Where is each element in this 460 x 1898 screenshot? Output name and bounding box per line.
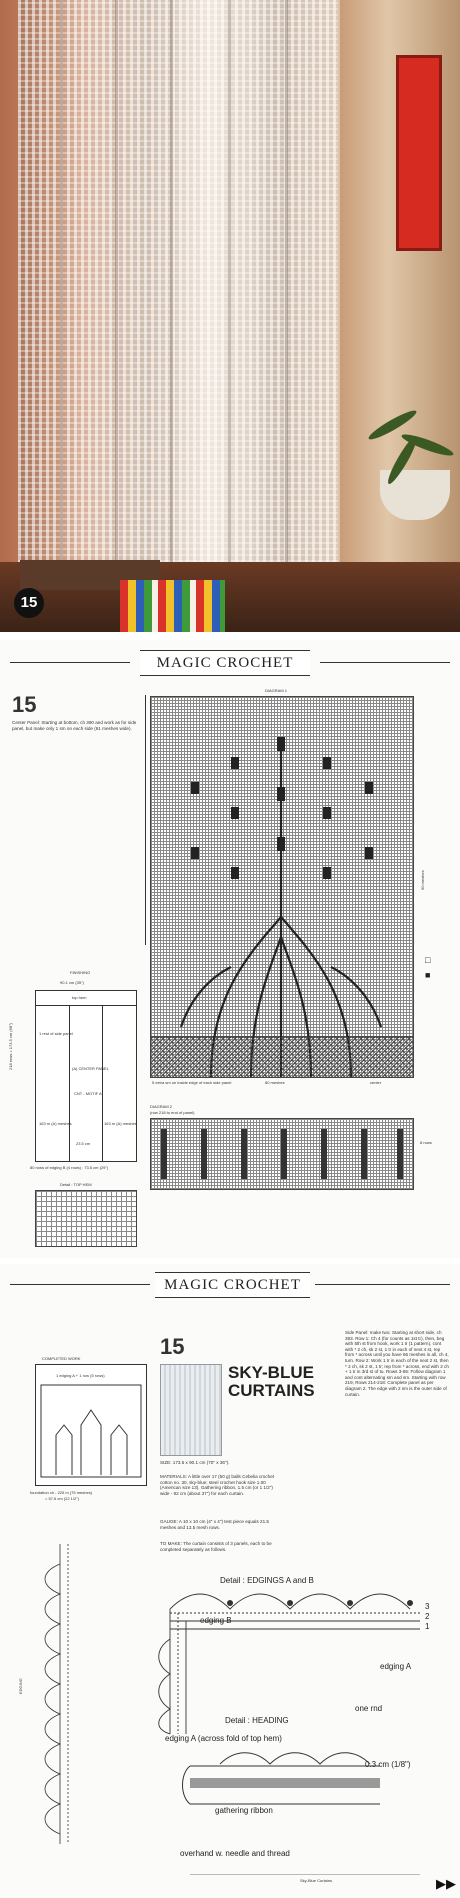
side-panel-text: Side Panel: make two: Starting at short side, ch 393. Row 1: Ch 4 (for counts as 1st tr), then, beg with 5th st from hook, work 1 tr (1 pattern), cont with * 2 ch, sk 2 st, 1 tr in each of next 4 st, rep from * across until you have 66 meshes in all, ch 4, turn. Row 2: Work 1 tr in each of the next 2 st, then * 2 ch, sk 2 st, 1 tr; rep from * across, end with 2 ch + 1 tr in 3rd st of tu. Rows 3-66: Follow diagram 1 and cont alternating sm and sm. Starting with row 219, Rows 214-218: Complete panel as per diagram 2. The edge with 2 sm is the outer side of curtain. [345, 1330, 449, 1397]
header-rule [10, 662, 130, 663]
foundation-note: foundation ch - 225 m (75 meshes) [30, 1490, 93, 1495]
edging-b-label: edging B [200, 1616, 232, 1625]
start-note: 5 extra sm on inside edge of each side panel [152, 1080, 232, 1085]
heading-diagram [180, 1744, 430, 1834]
panel-divider [69, 1005, 70, 1161]
curtain-thumbnail [160, 1364, 222, 1456]
row-marker: 2 [425, 1612, 430, 1621]
foundation-note-2: = 57.6 cm (22 1/2") [45, 1496, 79, 1501]
detail-top-hem: Detail : TOP HEM [60, 1182, 92, 1187]
completed-work-label: COMPLETED WORK [42, 1356, 81, 1361]
edging-note: 80 rows of edging B (4 rows) : 73.5 cm (29") [30, 1165, 109, 1170]
pattern-number-badge: 15 [14, 588, 44, 618]
curtain-fold [60, 0, 63, 585]
panel-cm: 23.5 cm [76, 1141, 91, 1146]
curtain-fold [228, 0, 231, 585]
title-line-2: CURTAINS [228, 1381, 315, 1400]
top-hem-chart [35, 1190, 137, 1247]
rows-note: 8 rows [420, 1140, 432, 1145]
legend-filled-mesh: ■ [425, 970, 431, 980]
completed-work-diagram [35, 1364, 147, 1486]
gathering-ribbon-label: gathering ribbon [215, 1806, 273, 1815]
row-marker: 1 [425, 1622, 430, 1631]
footer-title: Sky-Blue Curtains [300, 1878, 333, 1883]
legend-open-mesh: □ [425, 955, 431, 965]
row-marker: 3 [425, 1602, 430, 1611]
column-rule [145, 695, 146, 945]
curtain-fold [115, 0, 118, 585]
size-bottom: 80 meshes [265, 1080, 285, 1085]
curtain-photo [0, 0, 460, 632]
size-left: 218 rows = 173.5 cm (68") [8, 1023, 13, 1070]
detail-heading-label: Detail : HEADING [225, 1716, 289, 1725]
pattern-number: 15 [12, 692, 37, 717]
lace-curtain [18, 0, 338, 580]
curtain-fold [285, 0, 288, 585]
footer-rule [190, 1874, 420, 1875]
completed-work-motif [36, 1365, 146, 1485]
striped-rug [120, 580, 225, 632]
diagram1-chart [150, 696, 414, 1078]
size-right: 90 meshes [420, 870, 425, 890]
curtain-fold [170, 0, 173, 585]
heading-note: edging A (across fold of top hem) [165, 1734, 282, 1743]
header-rule [10, 1284, 150, 1285]
instructions-text: Center Panel: Starting at bottom, ch 390 and work as for side panel, but make only 1 sm on each side (61 meshes wide). [12, 720, 137, 731]
diagram2-chart [150, 1118, 414, 1190]
overhand-label: overhand w. needle and thread [180, 1849, 290, 1858]
center-panel-label: (A) CENTER PANEL [72, 1066, 109, 1071]
side-panel-label: 1 rest of side panel [39, 1031, 73, 1036]
panel-divider [102, 1005, 103, 1161]
top-hem-label: top hem [72, 995, 87, 1000]
one-rnd-label: one rnd [355, 1704, 383, 1713]
wall-frame [396, 55, 442, 251]
make-text: TO MAKE: The curtain consists of 3 panels, each to be completed separately as follows. [160, 1541, 272, 1552]
edging-chart-label: EDGING [18, 1678, 23, 1694]
mesh-label: CNT - MOTIF A [74, 1091, 102, 1096]
header-rule [320, 662, 450, 663]
mesh-label: 163 m (A) meshes [39, 1121, 72, 1126]
diagram2-sub: (row 218 to end of panel) [150, 1110, 195, 1115]
diagram2-label: DIAGRAM 2 [150, 1104, 173, 1109]
edging-label: 1 edging A + 1 row (5 rows) [56, 1373, 105, 1378]
gauge-text: GAUGE: A 10 x 10 cm (4" x 4") test piece equals 21.5 meshes and 13.5 mesh rows. [160, 1519, 269, 1530]
materials-text: MATERIALS: A little over 17 (50 g) balls Cebelia crochet cotton no. 30, sky-blue; steel crochet hook size 1.00 (American size 13). Gathering ribbon, 1.5 cm (or 1 1/2") wide - 92 cm (about 37") for each curtain. [160, 1474, 275, 1496]
diagram1-motif [151, 697, 413, 1077]
pattern-number: 15 [160, 1334, 185, 1359]
brand-banner: MAGIC CROCHET [140, 650, 310, 676]
size-text: SIZE: 173.5 x 90.1 cm (70" x 36"). [160, 1460, 230, 1465]
finishing-schematic [35, 990, 137, 1162]
heading-measure: 0.3 cm (1/8") [365, 1760, 411, 1769]
finishing-label: FINISHING [70, 970, 91, 975]
sky-blue-page [0, 1264, 460, 1898]
center-label: center [370, 1080, 382, 1085]
diagram1-label: DIAGRAM 1 [265, 688, 288, 693]
header-rule [315, 1284, 450, 1285]
next-page-arrow-icon[interactable]: ▶▶ [436, 1877, 456, 1892]
edging-chart [30, 1544, 80, 1844]
brand-banner: MAGIC CROCHET [155, 1272, 310, 1298]
detail-edgings-label: Detail : EDGINGS A and B [220, 1576, 314, 1585]
edging-a-label: edging A [380, 1662, 412, 1671]
mesh-label: 163 m (A) meshes [104, 1121, 137, 1126]
title-line-1: SKY-BLUE [228, 1363, 314, 1382]
size-top: 90.1 cm (35") [60, 980, 84, 985]
diagram-page [0, 640, 460, 1258]
diagram2-motif [151, 1119, 413, 1189]
